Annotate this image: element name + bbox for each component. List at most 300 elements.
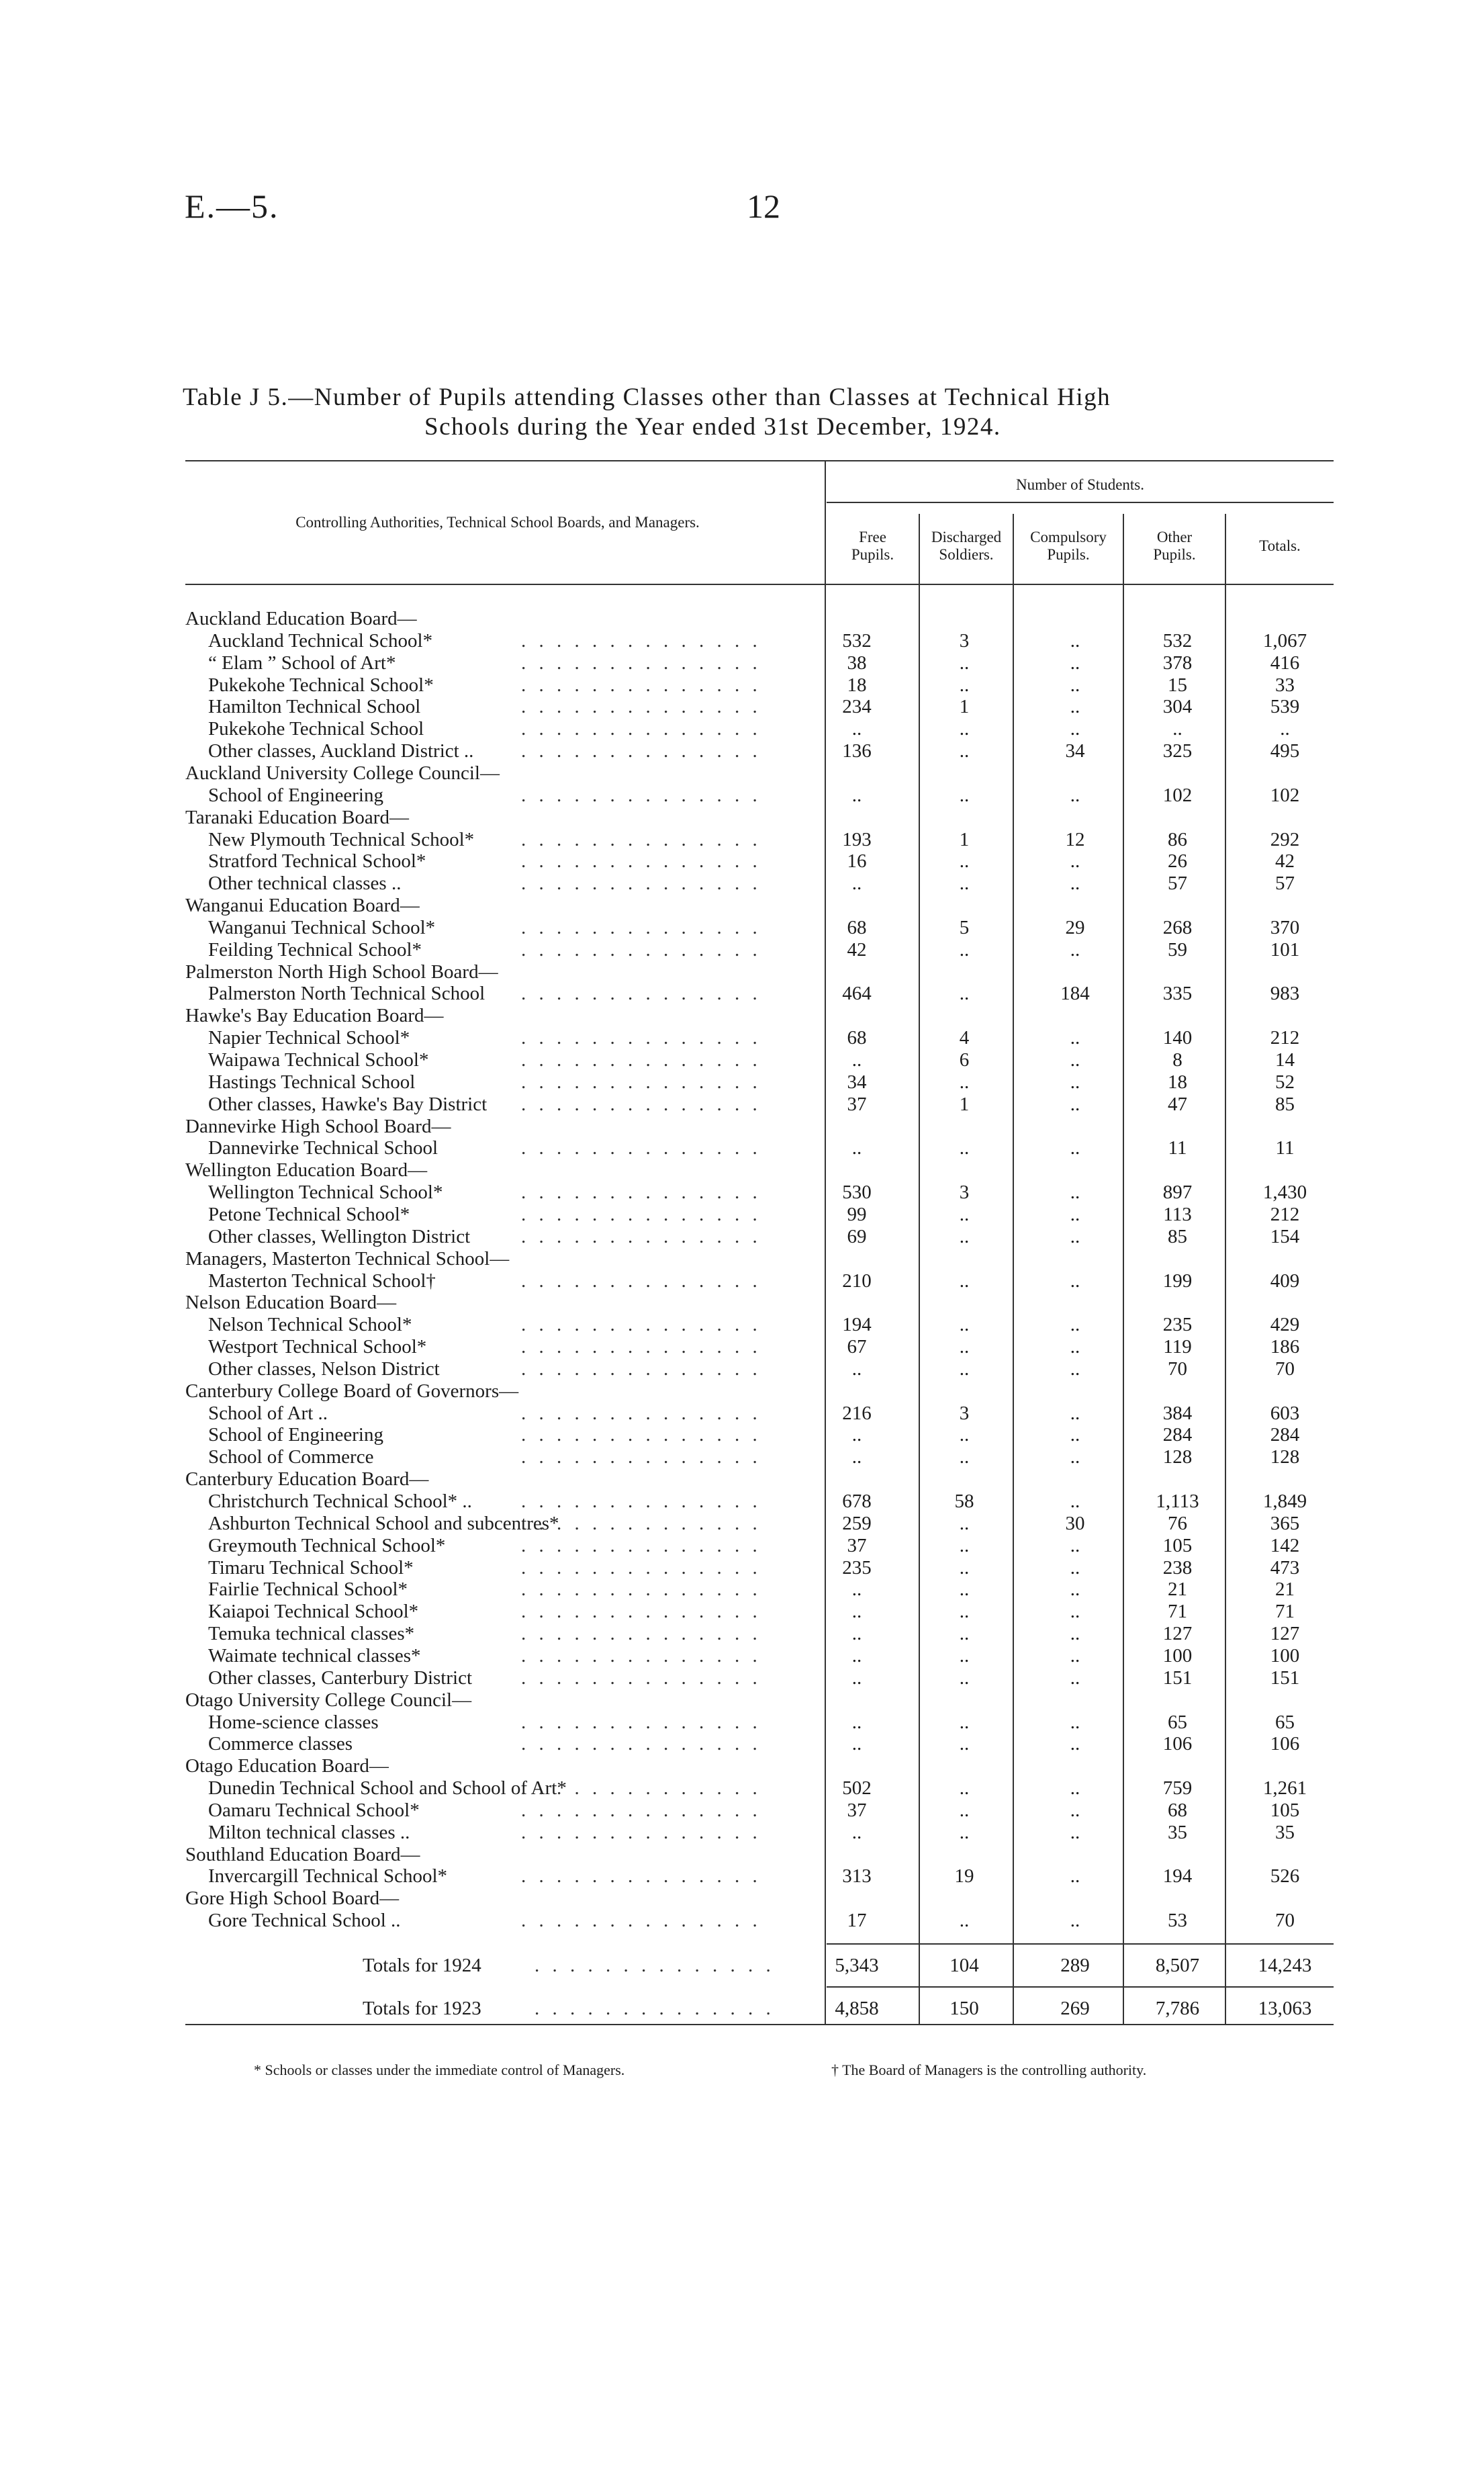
school-name: Commerce classes: [208, 1733, 353, 1755]
discharged-soldiers-cell: 1: [959, 828, 970, 850]
leader-dots: . . . . . . . . . . . . . .: [521, 740, 761, 762]
school-name: Hastings Technical School: [208, 1071, 416, 1093]
free-pupils-cell: 68: [847, 916, 867, 938]
leader-dots: . . . . . . . . . . . . . .: [521, 1182, 761, 1204]
compulsory-pupils-cell: ..: [1070, 652, 1080, 674]
authority-name: Wanganui Education Board—: [185, 895, 420, 917]
compulsory-pupils-cell: ..: [1070, 938, 1080, 961]
totals-cell: 292: [1270, 828, 1300, 850]
compulsory-pupils-cell: ..: [1070, 1821, 1080, 1843]
totals-cell: 100: [1270, 1644, 1300, 1667]
leader-dots: . . . . . . . . . . . . . .: [521, 916, 761, 938]
compulsory-pupils-cell: ..: [1070, 674, 1080, 696]
school-name: Home-science classes: [208, 1711, 379, 1733]
leader-dots: . . . . . . . . . . . . . .: [521, 1667, 761, 1689]
compulsory-pupils-total: 289: [1060, 1955, 1090, 1976]
school-name: School of Commerce: [208, 1446, 374, 1468]
school-row: [185, 1557, 1334, 1579]
other-pupils-cell: 105: [1162, 1534, 1193, 1556]
school-row: [185, 939, 1334, 961]
discharged-soldiers-cell: 4: [959, 1027, 970, 1049]
compulsory-pupils-cell: ..: [1070, 1601, 1080, 1623]
school-row: [185, 674, 1334, 697]
other-pupils-cell: 151: [1162, 1667, 1193, 1689]
authority-name: Auckland Education Board—: [185, 608, 417, 629]
controlling-authorities-header: Controlling Authorities, Technical School Boards, and Managers.: [295, 514, 700, 531]
leader-dots: . . . . . . . . . . . . . .: [521, 1402, 761, 1424]
totals-cell: 151: [1270, 1667, 1300, 1689]
other-pupils-cell: 100: [1162, 1644, 1193, 1667]
other-pupils-cell: 384: [1162, 1402, 1193, 1424]
leader-dots: . . . . . . . . . . . . . .: [521, 828, 761, 850]
other-pupils-cell: 102: [1162, 784, 1193, 806]
free-pupils-cell: ..: [851, 873, 862, 895]
authority-name: Hawke's Bay Education Board—: [185, 1005, 444, 1027]
free-pupils-cell: ..: [851, 1358, 862, 1380]
authority-name: Canterbury Education Board—: [185, 1468, 429, 1491]
school-row: [185, 740, 1334, 762]
school-row: [185, 1094, 1334, 1116]
other-pupils-cell: 106: [1162, 1733, 1193, 1755]
free-pupils-cell: 259: [842, 1512, 872, 1534]
table-title: [183, 383, 1338, 442]
discharged-soldiers-cell: ..: [959, 652, 970, 674]
discharged-soldiers-cell: ..: [959, 1137, 970, 1159]
school-name: New Plymouth Technical School*: [208, 828, 475, 850]
totals-cell: 102: [1270, 784, 1300, 806]
school-row: [185, 1314, 1334, 1336]
school-row: [185, 1403, 1334, 1425]
compulsory-pupils-cell: ..: [1070, 1093, 1080, 1115]
leader-dots: . . . . . . . . . . . . . .: [535, 1955, 775, 1976]
totals-cell: 52: [1275, 1071, 1295, 1093]
leader-dots: . . . . . . . . . . . . . .: [521, 938, 761, 961]
leader-dots: . . . . . . . . . . . . . .: [521, 1424, 761, 1446]
footnote-managers: * Schools or classes under the immediate control of Managers.: [254, 2061, 625, 2078]
compulsory-pupils-cell: ..: [1070, 1424, 1080, 1446]
free-pupils-total: 5,343: [835, 1955, 879, 1976]
totals-cell: 57: [1275, 873, 1295, 895]
totals-label: Totals for 1923: [363, 1998, 481, 2019]
free-pupils-cell: 194: [842, 1314, 872, 1336]
other-pupils-cell: 127: [1162, 1623, 1193, 1645]
authority-name: Managers, Masterton Technical School—: [185, 1247, 510, 1270]
discharged-soldiers-cell: ..: [959, 1711, 970, 1733]
other-pupils-total: 8,507: [1155, 1955, 1200, 1976]
authority-group-row: [185, 608, 1334, 630]
compulsory-pupils-total: 269: [1060, 1998, 1090, 2019]
school-row: [185, 1822, 1334, 1844]
compulsory-pupils-cell: 12: [1065, 828, 1085, 850]
school-name: Greymouth Technical School*: [208, 1534, 446, 1556]
free-pupils-cell: ..: [851, 1821, 862, 1843]
totals-cell: ..: [1280, 718, 1290, 740]
discharged-soldiers-cell: 1: [959, 696, 970, 718]
school-row: [185, 1579, 1334, 1601]
leader-dots: . . . . . . . . . . . . . .: [521, 1314, 761, 1336]
other-pupils-cell: 76: [1168, 1512, 1187, 1534]
header-bottom-rule: [185, 584, 1334, 585]
school-row: [185, 1777, 1334, 1800]
school-row: [185, 1204, 1334, 1226]
other-pupils-cell: 86: [1168, 828, 1187, 850]
totals-cell: 106: [1270, 1733, 1300, 1755]
table-title-line-2: Schools during the Year ended 31st December, 1924.: [424, 413, 1001, 441]
discharged-soldiers-cell: 3: [959, 1402, 970, 1424]
discharged-soldiers-cell: ..: [959, 983, 970, 1005]
compulsory-pupils-cell: ..: [1070, 1402, 1080, 1424]
school-row: [185, 1182, 1334, 1204]
leader-dots: . . . . . . . . . . . . . .: [521, 674, 761, 696]
leader-dots: . . . . . . . . . . . . . .: [521, 1225, 761, 1247]
other-pupils-cell: 68: [1168, 1799, 1187, 1821]
leader-dots: . . . . . . . . . . . . . .: [521, 1446, 761, 1468]
discharged-soldiers-cell: ..: [959, 1424, 970, 1446]
leader-dots: . . . . . . . . . . . . . .: [521, 1910, 761, 1932]
authority-name: Otago University College Council—: [185, 1689, 472, 1711]
other-pupils-cell: 194: [1162, 1865, 1193, 1888]
discharged-soldiers-cell: 6: [959, 1049, 970, 1071]
totals-cell: 65: [1275, 1711, 1295, 1733]
school-name: Other classes, Canterbury District: [208, 1667, 473, 1689]
authority-group-row: [185, 1292, 1334, 1314]
compulsory-pupils-cell: ..: [1070, 784, 1080, 806]
free-pupils-cell: ..: [851, 1049, 862, 1071]
table-title-line-1: Table J 5.—Number of Pupils attending Classes other than Classes at Technical High: [183, 384, 1111, 411]
compulsory-pupils-cell: ..: [1070, 1182, 1080, 1204]
school-name: “ Elam ” School of Art*: [208, 652, 396, 674]
authority-group-row: [185, 961, 1334, 983]
leader-dots: . . . . . . . . . . . . . .: [521, 1644, 761, 1667]
school-row: [185, 1491, 1334, 1513]
free-pupils-cell: ..: [851, 1733, 862, 1755]
school-name: Dunedin Technical School and School of Art*: [208, 1777, 567, 1800]
free-pupils-cell: 18: [847, 674, 867, 696]
school-row: [185, 1027, 1334, 1049]
totals-cell: 370: [1270, 916, 1300, 938]
school-row: [185, 1358, 1334, 1380]
free-pupils-cell: 68: [847, 1027, 867, 1049]
leader-dots: . . . . . . . . . . . . . .: [521, 1491, 761, 1512]
free-pupils-cell: 234: [842, 696, 872, 718]
school-name: Other technical classes ..: [208, 873, 402, 895]
free-pupils-cell: 532: [842, 629, 872, 652]
totals-cell: 35: [1275, 1821, 1295, 1843]
leader-dots: . . . . . . . . . . . . . .: [521, 1358, 761, 1380]
school-name: Masterton Technical School†: [208, 1270, 436, 1292]
discharged-soldiers-cell: ..: [959, 1667, 970, 1689]
school-name: Ashburton Technical School and subcentres*: [208, 1512, 559, 1534]
school-row: [185, 1513, 1334, 1535]
totals-label: Totals for 1924: [363, 1955, 481, 1976]
free-pupils-cell: 99: [847, 1203, 867, 1225]
authority-group-row: [185, 1755, 1334, 1777]
other-pupils-cell: 759: [1162, 1777, 1193, 1800]
totals-cell: 128: [1270, 1446, 1300, 1468]
grand-total: 14,243: [1258, 1955, 1312, 1976]
compulsory-pupils-cell: ..: [1070, 1049, 1080, 1071]
totals-cell: 70: [1275, 1910, 1295, 1932]
discharged-soldiers-cell: 5: [959, 916, 970, 938]
totals-cell: 154: [1270, 1225, 1300, 1247]
free-pupils-cell: 678: [842, 1491, 872, 1512]
discharged-soldiers-cell: ..: [959, 1225, 970, 1247]
free-pupils-cell: 464: [842, 983, 872, 1005]
free-pupils-cell: ..: [851, 718, 862, 740]
totals-cell: 85: [1275, 1093, 1295, 1115]
totals-cell: 11: [1275, 1137, 1295, 1159]
free-pupils-cell: 38: [847, 652, 867, 674]
school-row: [185, 850, 1334, 873]
compulsory-pupils-cell: ..: [1070, 1711, 1080, 1733]
totals-cell: 1,067: [1262, 629, 1307, 652]
column-header-compulsory-pupils: Compulsory Pupils.: [1030, 529, 1107, 563]
discharged-soldiers-cell: ..: [959, 1071, 970, 1093]
school-name: Feilding Technical School*: [208, 938, 422, 961]
grand-total: 13,063: [1258, 1998, 1312, 2019]
discharged-soldiers-cell: 19: [954, 1865, 974, 1888]
authority-group-row: [185, 895, 1334, 917]
leader-dots: . . . . . . . . . . . . . .: [521, 629, 761, 652]
school-row: [185, 1071, 1334, 1094]
compulsory-pupils-cell: ..: [1070, 1865, 1080, 1888]
discharged-soldiers-cell: ..: [959, 1358, 970, 1380]
compulsory-pupils-cell: ..: [1070, 1667, 1080, 1689]
discharged-soldiers-cell: ..: [959, 1446, 970, 1468]
compulsory-pupils-cell: ..: [1070, 1534, 1080, 1556]
free-pupils-cell: 37: [847, 1534, 867, 1556]
column-header-discharged-soldiers: Discharged Soldiers.: [931, 529, 1002, 563]
totals-cell: 212: [1270, 1027, 1300, 1049]
totals-cell: 365: [1270, 1512, 1300, 1534]
totals-cell: 142: [1270, 1534, 1300, 1556]
school-name: Milton technical classes ..: [208, 1821, 410, 1843]
school-name: Stratford Technical School*: [208, 850, 426, 873]
compulsory-pupils-cell: ..: [1070, 1314, 1080, 1336]
school-name: Wellington Technical School*: [208, 1182, 443, 1204]
discharged-soldiers-cell: ..: [959, 1821, 970, 1843]
school-name: Palmerston North Technical School: [208, 983, 485, 1005]
free-pupils-cell: 235: [842, 1556, 872, 1579]
compulsory-pupils-cell: 184: [1060, 983, 1090, 1005]
school-row: [185, 1865, 1334, 1888]
school-name: Other classes, Wellington District: [208, 1225, 471, 1247]
discharged-soldiers-cell: ..: [959, 1644, 970, 1667]
other-pupils-cell: 35: [1168, 1821, 1187, 1843]
school-name: Hamilton Technical School: [208, 696, 421, 718]
school-name: Temuka technical classes*: [208, 1623, 415, 1645]
other-pupils-cell: 235: [1162, 1314, 1193, 1336]
discharged-soldiers-cell: ..: [959, 938, 970, 961]
compulsory-pupils-cell: ..: [1070, 1358, 1080, 1380]
school-row: [185, 873, 1334, 895]
authority-name: Gore High School Board—: [185, 1888, 400, 1910]
other-pupils-cell: 119: [1163, 1336, 1192, 1358]
totals-cell: 71: [1275, 1601, 1295, 1623]
leader-dots: . . . . . . . . . . . . . .: [521, 983, 761, 1005]
free-pupils-cell: ..: [851, 1137, 862, 1159]
free-pupils-cell: ..: [851, 1644, 862, 1667]
compulsory-pupils-cell: ..: [1070, 696, 1080, 718]
discharged-soldiers-cell: 1: [959, 1093, 970, 1115]
other-pupils-cell: 238: [1162, 1556, 1193, 1579]
leader-dots: . . . . . . . . . . . . . .: [521, 1336, 761, 1358]
authority-name: Wellington Education Board—: [185, 1159, 428, 1182]
totals-row: [185, 1955, 1334, 1977]
discharged-soldiers-cell: ..: [959, 1512, 970, 1534]
school-name: Christchurch Technical School* ..: [208, 1491, 472, 1512]
leader-dots: . . . . . . . . . . . . . .: [521, 1556, 761, 1579]
compulsory-pupils-cell: ..: [1070, 1027, 1080, 1049]
compulsory-pupils-cell: ..: [1070, 1336, 1080, 1358]
authority-name: Southland Education Board—: [185, 1843, 420, 1865]
other-pupils-cell: 304: [1162, 696, 1193, 718]
school-row: [185, 1049, 1334, 1071]
other-pupils-cell: 268: [1162, 916, 1193, 938]
totals-cell: 1,849: [1262, 1491, 1307, 1512]
authority-group-row: [185, 1116, 1334, 1138]
totals-row: [185, 1998, 1334, 2020]
group-header-rule: [827, 502, 1334, 503]
totals-cell: 473: [1270, 1556, 1300, 1579]
other-pupils-cell: 53: [1168, 1910, 1187, 1932]
compulsory-pupils-cell: ..: [1070, 629, 1080, 652]
school-row: [185, 1424, 1334, 1446]
other-pupils-cell: 897: [1162, 1182, 1193, 1204]
leader-dots: . . . . . . . . . . . . . .: [521, 696, 761, 718]
school-name: Timaru Technical School*: [208, 1556, 414, 1579]
school-row: [185, 1623, 1334, 1645]
authority-group-row: [185, 1844, 1334, 1866]
school-name: School of Engineering: [208, 784, 383, 806]
school-name: Pukekohe Technical School*: [208, 674, 434, 696]
totals-cell: 416: [1270, 652, 1300, 674]
totals-rule: [827, 1986, 1334, 1988]
school-row: [185, 1910, 1334, 1932]
discharged-soldiers-cell: ..: [959, 1314, 970, 1336]
free-pupils-cell: 502: [842, 1777, 872, 1800]
authority-name: Nelson Education Board—: [185, 1292, 397, 1314]
leader-dots: . . . . . . . . . . . . . .: [521, 873, 761, 895]
school-name: Pukekohe Technical School: [208, 718, 424, 740]
school-name: Petone Technical School*: [208, 1203, 410, 1225]
free-pupils-cell: 34: [847, 1071, 867, 1093]
compulsory-pupils-cell: ..: [1070, 1203, 1080, 1225]
authority-group-row: [185, 1380, 1334, 1403]
leader-dots: . . . . . . . . . . . . . .: [521, 1534, 761, 1556]
other-pupils-cell: 15: [1168, 674, 1187, 696]
other-pupils-cell: 11: [1168, 1137, 1187, 1159]
school-name: School of Engineering: [208, 1424, 383, 1446]
free-pupils-cell: 313: [842, 1865, 872, 1888]
other-pupils-cell: 21: [1168, 1579, 1187, 1601]
compulsory-pupils-cell: ..: [1070, 1799, 1080, 1821]
footnote-board-of-managers: † The Board of Managers is the controlling authority.: [831, 2061, 1147, 2078]
compulsory-pupils-cell: ..: [1070, 1137, 1080, 1159]
authority-group-row: [185, 1248, 1334, 1270]
other-pupils-cell: 532: [1162, 629, 1193, 652]
compulsory-pupils-cell: ..: [1070, 1556, 1080, 1579]
totals-cell: 101: [1270, 938, 1300, 961]
discharged-soldiers-cell: ..: [959, 784, 970, 806]
leader-dots: . . . . . . . . . . . . . .: [535, 1998, 775, 2019]
school-row: [185, 1645, 1334, 1667]
free-pupils-cell: ..: [851, 1667, 862, 1689]
column-header-free-pupils: Free Pupils.: [851, 529, 894, 563]
school-name: Invercargill Technical School*: [208, 1865, 448, 1888]
totals-cell: 526: [1270, 1865, 1300, 1888]
other-pupils-cell: 47: [1168, 1093, 1187, 1115]
totals-cell: 186: [1270, 1336, 1300, 1358]
discharged-soldiers-cell: ..: [959, 1556, 970, 1579]
discharged-soldiers-cell: 3: [959, 629, 970, 652]
free-pupils-cell: 16: [847, 850, 867, 873]
free-pupils-cell: ..: [851, 1711, 862, 1733]
other-pupils-cell: 26: [1168, 850, 1187, 873]
discharged-soldiers-cell: ..: [959, 873, 970, 895]
school-row: [185, 1800, 1334, 1822]
leader-dots: . . . . . . . . . . . . . .: [521, 1027, 761, 1049]
compulsory-pupils-cell: ..: [1070, 1225, 1080, 1247]
school-row: [185, 1601, 1334, 1623]
leader-dots: . . . . . . . . . . . . . .: [521, 1865, 761, 1888]
free-pupils-cell: 216: [842, 1402, 872, 1424]
discharged-soldiers-cell: ..: [959, 850, 970, 873]
free-pupils-cell: ..: [851, 1446, 862, 1468]
free-pupils-cell: 530: [842, 1182, 872, 1204]
free-pupils-total: 4,858: [835, 1998, 879, 2019]
authority-group-row: [185, 1005, 1334, 1027]
other-pupils-cell: 140: [1162, 1027, 1193, 1049]
other-pupils-cell: 85: [1168, 1225, 1187, 1247]
discharged-soldiers-cell: ..: [959, 1336, 970, 1358]
school-row: [185, 1667, 1334, 1689]
document-reference: E.—5.: [185, 187, 279, 225]
discharged-soldiers-cell: ..: [959, 1534, 970, 1556]
other-pupils-cell: 378: [1162, 652, 1193, 674]
totals-cell: 495: [1270, 740, 1300, 762]
other-pupils-cell: 18: [1168, 1071, 1187, 1093]
other-pupils-cell: 113: [1163, 1203, 1192, 1225]
school-row: [185, 696, 1334, 718]
school-name: Westport Technical School*: [208, 1336, 427, 1358]
totals-cell: 284: [1270, 1424, 1300, 1446]
authority-group-row: [185, 762, 1334, 785]
authority-name: Taranaki Education Board—: [185, 806, 409, 828]
compulsory-pupils-cell: ..: [1070, 1446, 1080, 1468]
free-pupils-cell: ..: [851, 1601, 862, 1623]
school-row: [185, 1446, 1334, 1468]
column-header-other-pupils: Other Pupils.: [1153, 529, 1196, 563]
totals-rule: [827, 1943, 1334, 1945]
page-number: 12: [747, 187, 780, 225]
other-pupils-cell: 65: [1168, 1711, 1187, 1733]
school-row: [185, 1226, 1334, 1248]
free-pupils-cell: ..: [851, 1623, 862, 1645]
footnotes: [254, 2061, 1328, 2079]
other-pupils-cell: 8: [1172, 1049, 1182, 1071]
compulsory-pupils-cell: ..: [1070, 1491, 1080, 1512]
school-name: Other classes, Nelson District: [208, 1358, 440, 1380]
table-bottom-rule: [185, 2024, 1334, 2025]
compulsory-pupils-cell: ..: [1070, 718, 1080, 740]
school-row: [185, 1270, 1334, 1292]
discharged-soldiers-cell: ..: [959, 674, 970, 696]
free-pupils-cell: ..: [851, 1424, 862, 1446]
leader-dots: . . . . . . . . . . . . . .: [521, 1821, 761, 1843]
free-pupils-cell: 37: [847, 1093, 867, 1115]
other-pupils-cell: 284: [1162, 1424, 1193, 1446]
